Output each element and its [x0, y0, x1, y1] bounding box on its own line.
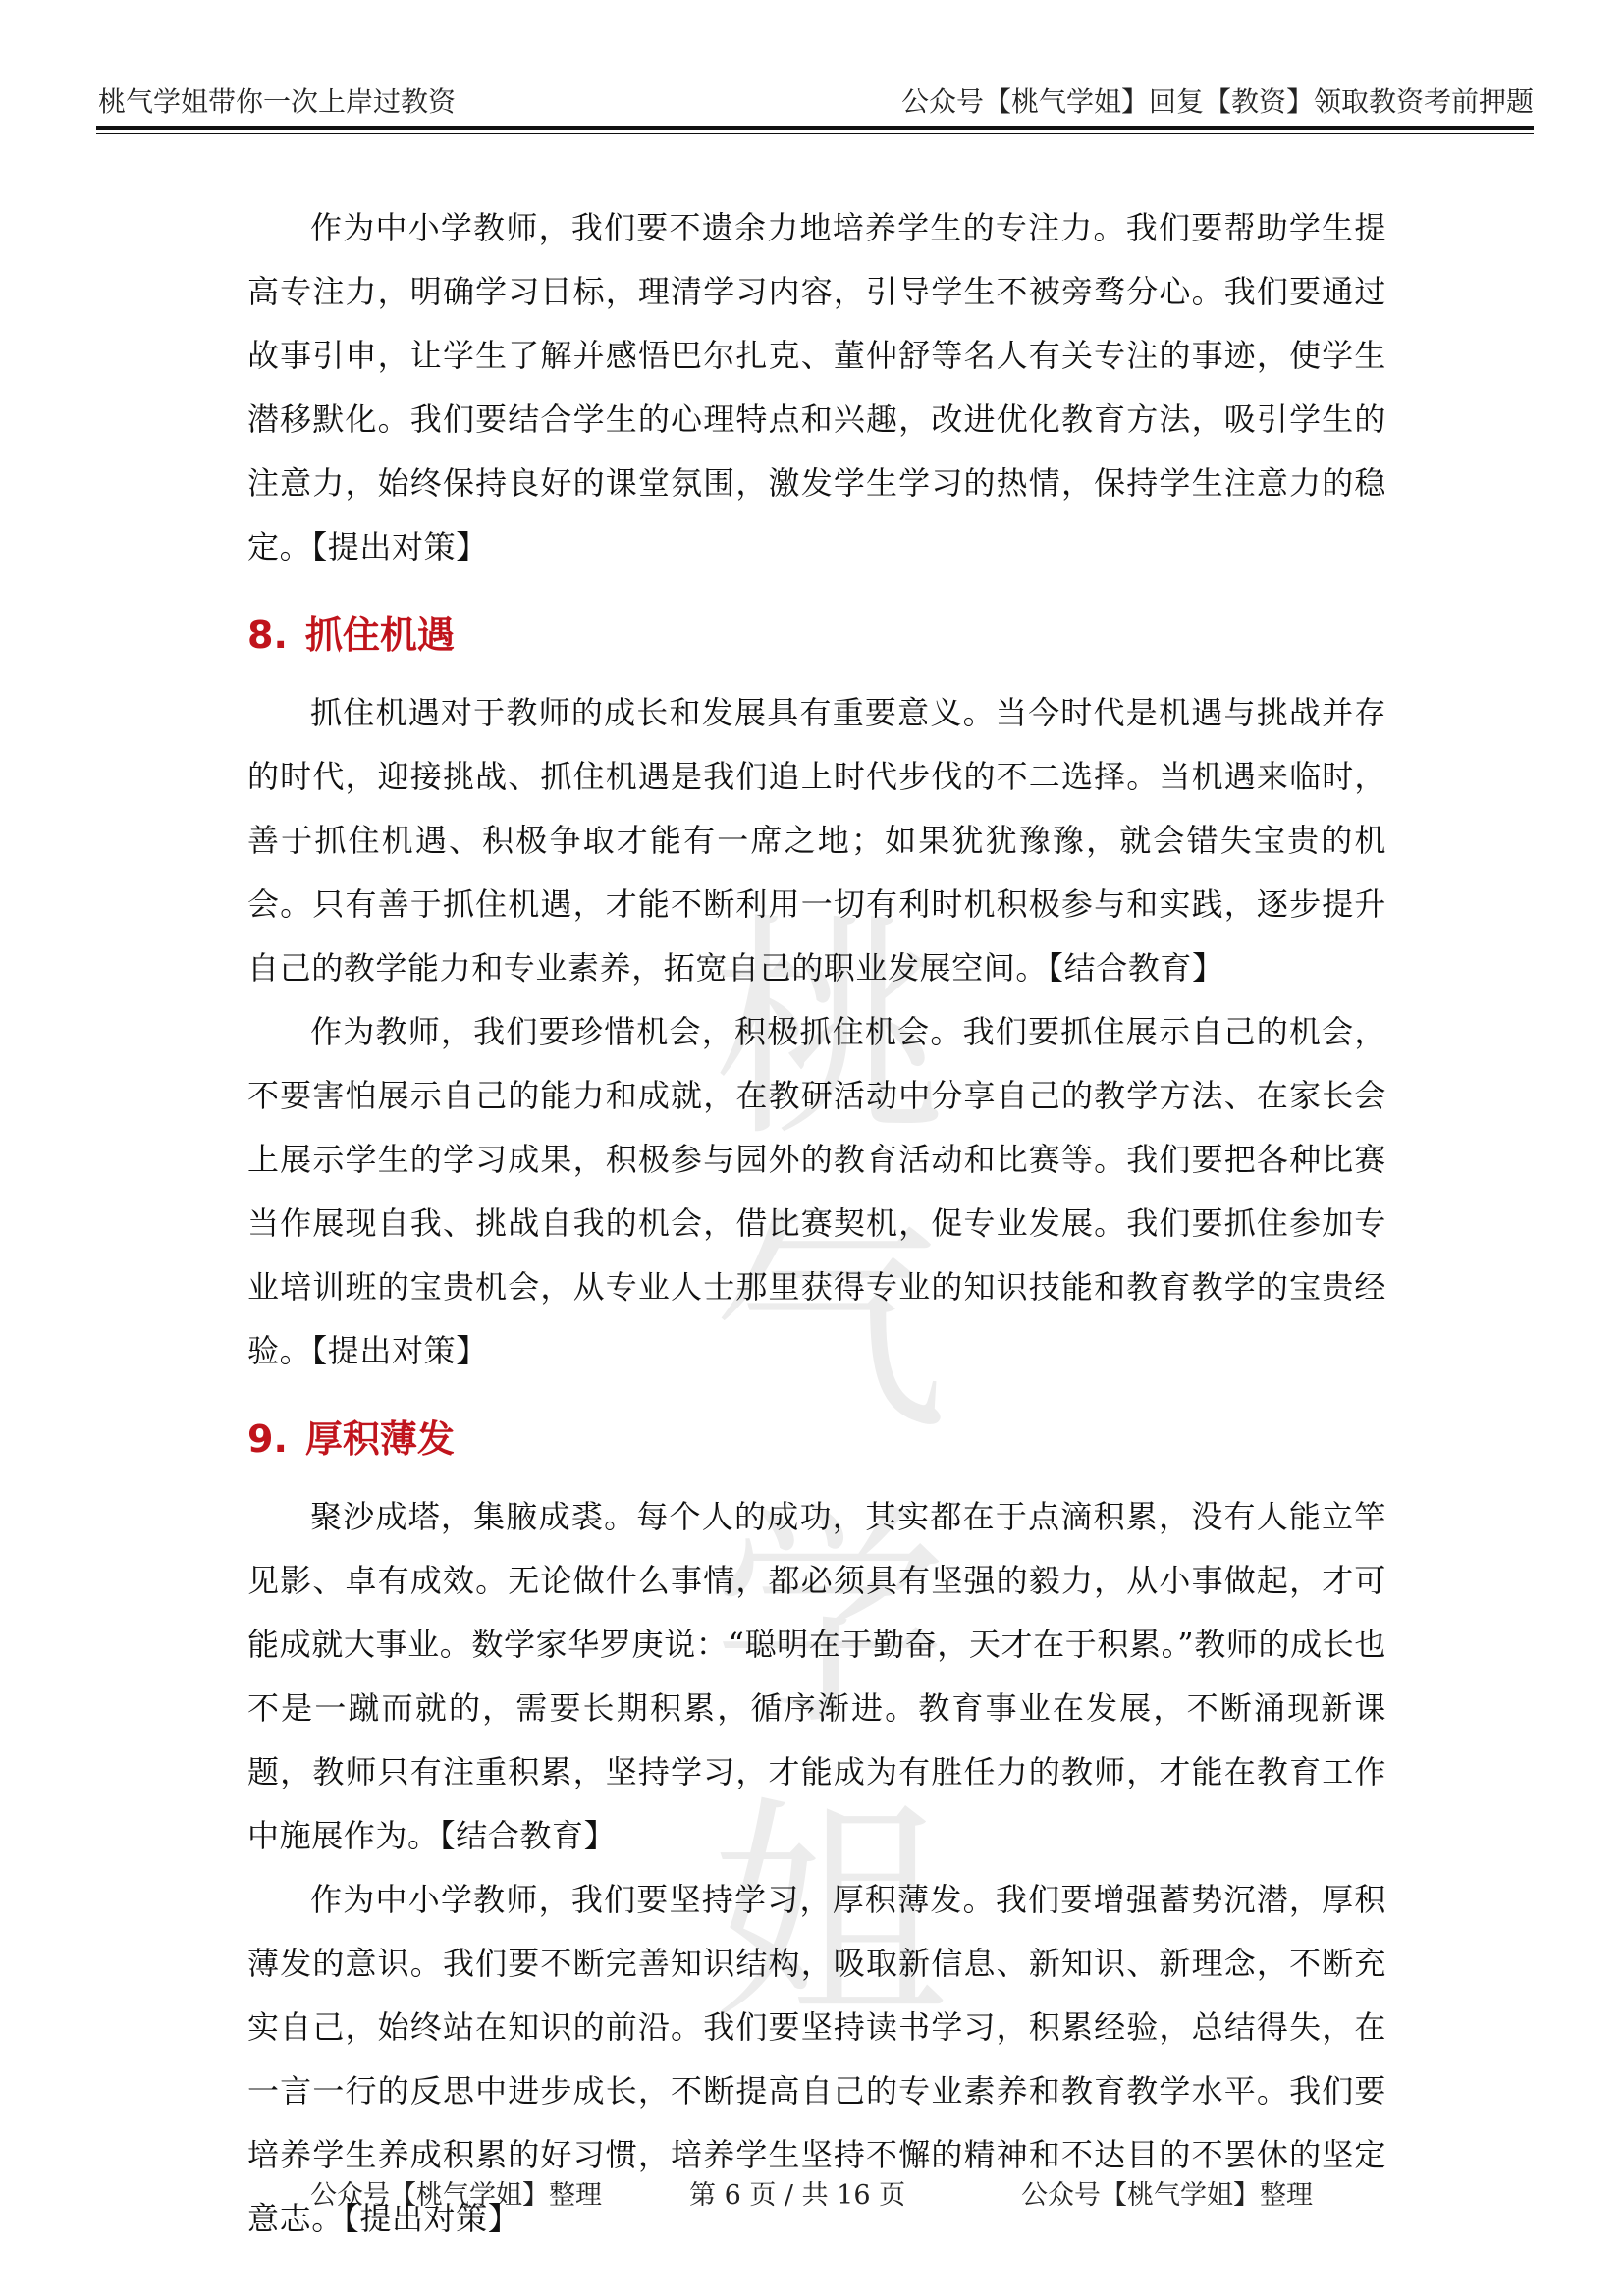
- paragraph: 作为教师，我们要珍惜机会，积极抓住机会。我们要抓住展示自己的机会，不要害怕展示自己的能力和成就，在教研活动中分享自己的教学方法、在家长会上展示学生的学习成果，积极参与园外的教育活动和比赛等。我们要把各种比赛当作展现自我、挑战自我的机会，借比赛契机，促专业发展。我们要抓住参加专业培训班的宝贵机会，从专业人士那里获得专业的知识技能和教育教学的宝贵经验。【提出对策】: [247, 1013, 1386, 1369]
- section-number: 8.: [247, 614, 288, 657]
- section-title: 厚积薄发: [304, 1417, 455, 1461]
- section-title: 抓住机遇: [304, 614, 455, 657]
- page-body: [247, 196, 1386, 2251]
- header-right-text: 公众号【桃气学姐】回复【教资】领取教资考前押题: [900, 85, 1534, 118]
- section-heading-9: [247, 1415, 1386, 1464]
- page-number: 第 6 页 / 共 16 页: [689, 2180, 906, 2211]
- footer-left-text: 公众号【桃气学姐】整理: [310, 2180, 602, 2211]
- header-left-text: 桃气学姐带你一次上岸过教资: [98, 85, 457, 118]
- paragraph: 聚沙成塔，集腋成裘。每个人的成功，其实都在于点滴积累，没有人能立竿见影、卓有成效。无论做什么事情，都必须具有坚强的毅力，从小事做起，才可能成就大事业。数学家华罗庚说：“聪明在于勤奋，天才在于积累。”教师的成长也不是一蹴而就的，需要长期积累，循序渐进。教育事业在发展，不断涌现新课题，教师只有注重积累，坚持学习，才能成为有胜任力的教师，才能在教育工作中施展作为。【结合教育】: [247, 1498, 1386, 1854]
- paragraph: 作为中小学教师，我们要坚持学习，厚积薄发。我们要增强蓄势沉潜，厚积薄发的意识。我们要不断完善知识结构，吸取新信息、新知识、新理念，不断充实自己，始终站在知识的前沿。我们要坚持读书学习，积累经验，总结得失，在一言一行的反思中进步成长，不断提高自己的专业素养和教育教学水平。我们要培养学生养成积累的好习惯，培养学生坚持不懈的精神和不达目的不罢休的坚定意志。【提出对策】: [247, 1881, 1386, 2237]
- paragraph: 作为中小学教师，我们要不遗余力地培养学生的专注力。我们要帮助学生提高专注力，明确学习目标，理清学习内容，引导学生不被旁骛分心。我们要通过故事引申，让学生了解并感悟巴尔扎克、董仲舒等名人有关专注的事迹，使学生潜移默化。我们要结合学生的心理特点和兴趣，改进优化教育方法，吸引学生的注意力，始终保持良好的课堂氛围，激发学生学习的热情，保持学生注意力的稳定。【提出对策】: [247, 209, 1386, 565]
- page-header: [98, 80, 1534, 124]
- watermark: 桃气 学姐: [711, 893, 957, 2052]
- paragraph: 抓住机遇对于教师的成长和发展具有重要意义。当今时代是机遇与挑战并存的时代，迎接挑战、抓住机遇是我们追上时代步伐的不二选择。当机遇来临时，善于抓住机遇、积极争取才能有一席之地；如果犹犹豫豫，就会错失宝贵的机会。只有善于抓住机遇，才能不断利用一切有利时机积极参与和实践，逐步提升自己的教学能力和专业素养，拓宽自己的职业发展空间。【结合教育】: [247, 694, 1386, 987]
- header-rule-thick: [96, 126, 1534, 130]
- section-number: 9.: [247, 1417, 288, 1461]
- section-heading-8: [247, 611, 1386, 660]
- footer-right-text: 公众号【桃气学姐】整理: [1021, 2180, 1313, 2211]
- header-rule-thin: [96, 133, 1534, 134]
